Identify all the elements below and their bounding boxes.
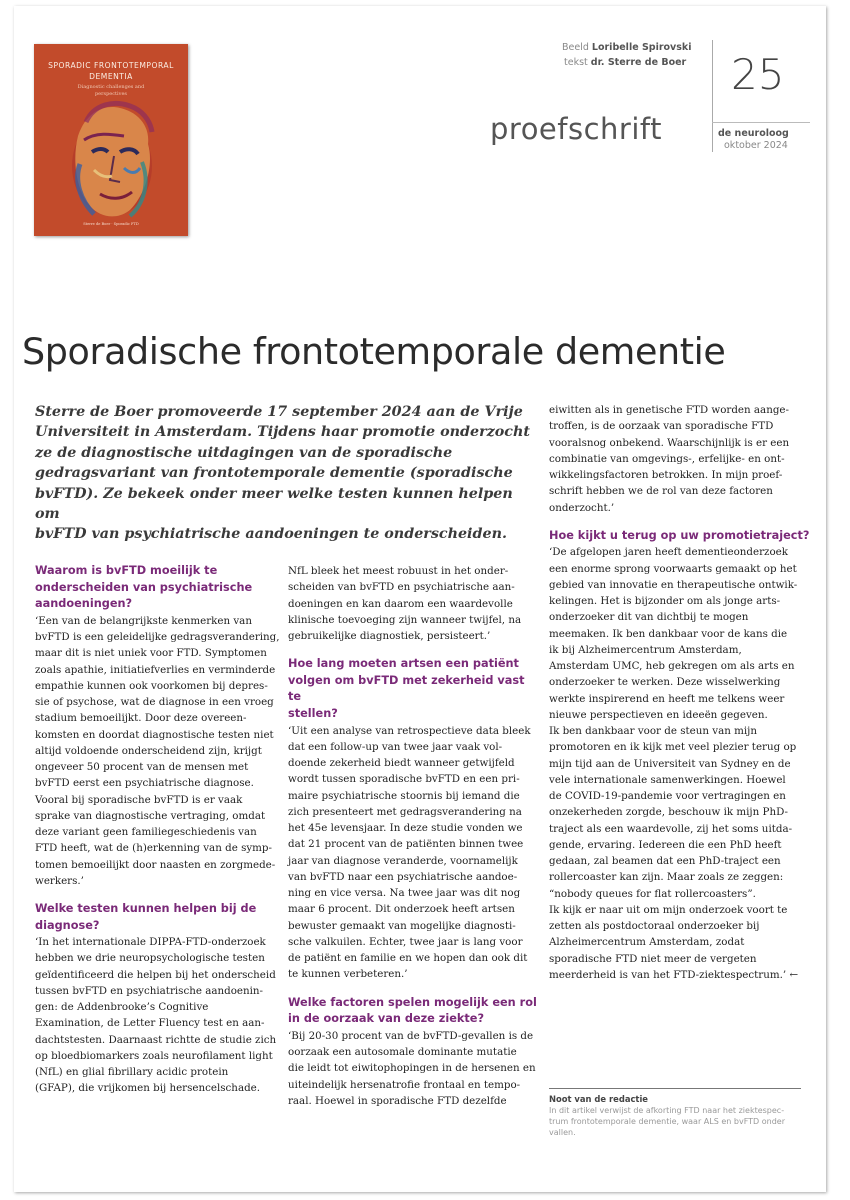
answer-paragraph — [549, 544, 811, 983]
text-line: schrift hebben we de rol van deze factoren — [549, 485, 773, 498]
text-column-3 — [549, 402, 811, 983]
text-line: te kunnen verbeteren.’ — [288, 968, 408, 981]
question-heading — [35, 563, 280, 613]
text-line: de COVID-19-pandemie voor vertragingen en — [549, 790, 786, 803]
text-line: gende, ervaring. Iedereen die een PhD heeft — [549, 838, 782, 851]
cover-title: SPORADIC FRONTOTEMPORAL DEMENTIA — [48, 61, 174, 81]
paragraph-gap — [549, 516, 811, 528]
text-line: vooralsnog onbekend. Waarschijnlijk is er een — [549, 436, 790, 449]
text-line: wikkelingsfactoren betrokken. In mijn proef- — [549, 469, 783, 481]
text-line: werkers.’ — [35, 874, 84, 887]
text-line: uiteindelijk hersenatrofie frontaal en tempo- — [288, 1078, 521, 1091]
answer-paragraph — [288, 1028, 540, 1109]
text-column-2 — [288, 563, 540, 1109]
text-line: combinatie van omgevings-, erfelijke- en ont- — [549, 452, 785, 465]
header-divider-vertical — [712, 40, 713, 152]
text-line: dachtstesten. Daarnaast richtte de studie zich — [35, 1033, 277, 1046]
text-line: volgen om bvFTD met zekerheid vast te — [288, 673, 525, 704]
text-line: maar 6 procent. Dit onderzoek heeft artsen — [288, 903, 515, 916]
text-line: zetten als postdoctoraal onderzoeker bij — [549, 920, 760, 933]
text-line: Universiteit in Amsterdam. Tijdens haar promotie onderzocht — [35, 424, 531, 441]
text-line: ze de diagnostische uitdagingen van de sporadische — [35, 444, 453, 461]
text-column-1 — [35, 563, 280, 1097]
text-line: raal. Hoewel in sporadische FTD dezelfde — [288, 1094, 507, 1107]
text-line: hebben we drie neuropsychologische testen — [35, 952, 265, 965]
paragraph-gap — [288, 983, 540, 995]
text-line: Welke testen kunnen helpen bij de — [35, 902, 257, 916]
text-line: eiwitten als in genetische FTD worden aange- — [549, 404, 789, 416]
text-line: gen: de Addenbrooke’s Cognitive — [35, 1001, 209, 1014]
image-credit: Beeld Loribelle Spirovski — [562, 42, 692, 53]
text-line: Sterre de Boer promoveerde 17 september 2024 aan de Vrije — [35, 404, 523, 420]
text-line: (NfL) en glial fibrillary acidic protein — [35, 1066, 229, 1079]
text-line: onzekerheden zorgde, beschouw ik mijn PhD- — [549, 806, 789, 819]
text-line: sie of psychose, wat de diagnose in een vroeg — [35, 696, 274, 709]
text-line: ongeveer 50 procent van de mensen met — [35, 761, 249, 774]
text-line: bewuster gemaakt van mogelijke diagnosti- — [288, 919, 516, 932]
text-line: ik bij Alzheimercentrum Amsterdam, — [549, 643, 742, 656]
article-intro — [35, 402, 540, 545]
text-line: maire psychiatrische stoornis bij iemand die — [288, 789, 520, 802]
text-line: doende zekerheid biedt wanneer getwijfeld — [288, 757, 515, 770]
cover-footer: Sterre de Boer · Sporadic FTD — [83, 222, 139, 226]
text-line: bvFTD). Ze bekeek onder meer welke testen kunnen helpen om — [35, 485, 513, 523]
text-line: onderzoeker te werken. Deze wisselwerking — [549, 676, 781, 689]
text-line: “nobody queues for flat rollercoasters”. — [549, 887, 756, 900]
question-heading — [35, 901, 280, 934]
question-heading — [288, 656, 540, 722]
text-line: maar dit is niet uniek voor FTD. Symptomen — [35, 647, 267, 660]
text-line: sche valkuilen. Echter, twee jaar is lang voor — [288, 935, 523, 948]
text-line: geïdentificeerd die helpen bij het onderscheid — [35, 968, 276, 981]
text-line: gedaan, zal beamen dat een PhD-traject een — [549, 855, 781, 868]
text-line: ‘Uit een analyse van retrospectieve data bleek — [288, 724, 531, 737]
text-line: altijd voldoende onderscheidend zijn, krijgt — [35, 744, 262, 757]
magazine-name: de neuroloog — [718, 128, 789, 139]
text-line: (GFAP), die vrijkomen bij hersencelschade. — [35, 1082, 261, 1095]
text-line: klinische toevoeging zijn wanneer twijfel, na — [288, 613, 522, 626]
text-line: dat 21 procent van de patiënten binnen twee — [288, 838, 524, 851]
text-line: aandoeningen? — [35, 597, 133, 611]
text-line: ning en vice versa. Na twee jaar was dit nog — [288, 887, 521, 900]
text-line: vallen. — [549, 1128, 576, 1138]
answer-paragraph — [549, 402, 811, 516]
text-line: Ik ben dankbaar voor de steun van mijn — [549, 725, 757, 738]
text-line: diagnose? — [35, 918, 100, 932]
text-line: komsten en doordat diagnostische testen niet — [35, 728, 274, 741]
text-line: vele internationale samenwerkingen. Hoewel — [549, 773, 786, 786]
text-line: trum frontotemporale dementie, waar ALS en bvFTD onder — [549, 1117, 785, 1127]
text-line: die leidt tot eiwitophopingen in de hersenen en — [288, 1062, 536, 1075]
note-text — [549, 1105, 804, 1139]
text-line: werkte inspirerend en heeft me telkens weer — [549, 692, 785, 705]
paragraph-gap — [35, 889, 280, 901]
text-line: meerderheid is van het FTD-ziektespectrum.’ ← — [549, 968, 799, 981]
text-line: mijn tijd aan de Universiteit van Sydney en de — [549, 757, 791, 770]
section-label: proefschrift — [490, 112, 662, 146]
text-line: Vooral bij sporadische bvFTD is er vaak — [35, 793, 243, 806]
text-line: onderscheiden van psychiatrische — [35, 580, 253, 594]
text-line: bvFTD van psychiatrische aandoeningen te onderscheiden. — [35, 526, 507, 543]
text-line: meemaken. Ik ben dankbaar voor de kans die — [549, 627, 788, 640]
text-line: bvFTD is een geleidelijke gedragsverandering, — [35, 631, 280, 644]
article-title: Sporadische frontotemporale dementie — [22, 330, 726, 373]
text-line: Waarom is bvFTD moeilijk te — [35, 564, 218, 577]
text-line: van bvFTD naar een psychiatrische aandoe- — [288, 870, 518, 883]
text-line: tomen bemoeilijkt door naasten en zorgmede- — [35, 858, 276, 871]
answer-paragraph — [288, 563, 540, 644]
text-line: Alzheimercentrum Amsterdam, zodat — [549, 936, 745, 949]
header-divider-horizontal — [712, 122, 810, 123]
text-line: empathie kunnen ook voorkomen bij depres- — [35, 679, 268, 692]
text-line: Welke factoren spelen mogelijk een rol — [288, 995, 537, 1009]
text-line: zich presenteert met gedragsverandering na — [288, 805, 522, 818]
text-line: Hoe kijkt u terug op uw promotietraject? — [549, 528, 810, 542]
text-line: gedragsvariant van frontotemporale dementie (sporadische — [35, 465, 513, 482]
text-line: sporadische FTD niet meer de vergeten — [549, 952, 757, 965]
text-line: in de oorzaak van deze ziekte? — [288, 1012, 485, 1026]
text-line: ‘Een van de belangrijkste kenmerken van — [35, 614, 252, 627]
text-line: ‘In het internationale DIPPA-FTD-onderzoek — [35, 936, 266, 949]
text-line: ‘De afgelopen jaren heeft dementieonderzoek — [549, 546, 789, 559]
issue-date: oktober 2024 — [724, 140, 788, 151]
note-title: Noot van de redactie — [549, 1094, 648, 1104]
text-line: kelingen. Het is bijzonder om als jonge arts- — [549, 595, 781, 608]
text-line: jaar van diagnose veranderde, voornamelijk — [288, 854, 518, 867]
text-line: nieuwe perspectieven en ideeën gegeven. — [549, 708, 768, 721]
text-line: tussen bvFTD en psychiatrische aandoenin- — [35, 984, 264, 997]
paragraph-gap — [288, 644, 540, 656]
text-line: wordt tussen sporadische bvFTD en een pri- — [288, 773, 520, 786]
text-line: promotoren en ik kijk met veel plezier terug op — [549, 741, 797, 754]
text-line: NfL bleek het meest robuust in het onder- — [288, 565, 509, 577]
text-line: de patiënt en familie en we hopen dan ook dit — [288, 952, 528, 965]
text-line: Ik kijk er naar uit om mijn onderzoek voort te — [549, 903, 788, 916]
text-line: bvFTD eerst een psychiatrische diagnose. — [35, 777, 254, 790]
cover-subtitle: Diagnostic challenges and perspectives — [77, 84, 145, 97]
book-cover-image — [34, 44, 188, 236]
answer-paragraph — [35, 613, 280, 889]
text-line: FTD heeft, wat de (h)erkenning van de symp- — [35, 842, 272, 855]
text-line: Hoe lang moeten artsen een patiënt — [288, 657, 519, 671]
text-line: onderzoeker dit van dichtbij te mogen — [549, 611, 749, 624]
text-credit: tekst dr. Sterre de Boer — [564, 57, 687, 68]
text-line: dat een follow-up van twee jaar vaak vol- — [288, 740, 503, 753]
text-line: scheiden van bvFTD en psychiatrische aan- — [288, 581, 515, 594]
text-line: Amsterdam UMC, heb gekregen om als arts en — [549, 660, 795, 673]
text-line: stellen? — [288, 707, 338, 721]
text-line: gebruikelijke diagnostiek, persisteert.’ — [288, 630, 491, 642]
text-line: oorzaak een autosomale dominante mutatie — [288, 1046, 517, 1059]
text-line: doeningen en kan daarom een waardevolle — [288, 597, 513, 610]
text-line: Examination, de Letter Fluency test en aan- — [35, 1017, 265, 1030]
text-line: het 45e levensjaar. In deze studie vonden we — [288, 822, 523, 835]
question-heading — [288, 995, 540, 1028]
page-number: 25 — [731, 50, 785, 99]
text-line: ‘Bij 20-30 procent van de bvFTD-gevallen is de — [288, 1029, 534, 1042]
text-line: een enorme sprong voorwaarts gemaakt op het — [549, 562, 797, 575]
text-line: sprake van diagnostische vertraging, omdat — [35, 809, 266, 822]
text-line: deze variant geen familiegeschiedenis van — [35, 826, 257, 839]
text-line: onderzocht.’ — [549, 501, 615, 514]
note-divider — [549, 1088, 801, 1089]
text-line: gebied van innovatie en therapeutische ontwik- — [549, 578, 798, 591]
answer-paragraph — [35, 934, 280, 1097]
text-line: troffen, is de oorzaak van sporadische FTD — [549, 420, 774, 433]
editorial-note — [549, 1088, 804, 1139]
answer-paragraph — [288, 723, 540, 983]
text-line: traject als een waardevolle, zij het soms uitda- — [549, 822, 793, 835]
text-line: In dit artikel verwijst de afkorting FTD naar het ziektespec- — [549, 1106, 785, 1115]
text-line: stadium bemoeilijkt. Door deze overeen- — [35, 712, 247, 725]
text-line: op bloedbiomarkers zoals neurofilament light — [35, 1049, 273, 1062]
text-line: rollercoaster kan zijn. Maar zoals ze zeggen: — [549, 871, 784, 884]
question-heading — [549, 528, 811, 545]
text-line: zoals apathie, initiatiefverlies en verminderde — [35, 663, 276, 676]
